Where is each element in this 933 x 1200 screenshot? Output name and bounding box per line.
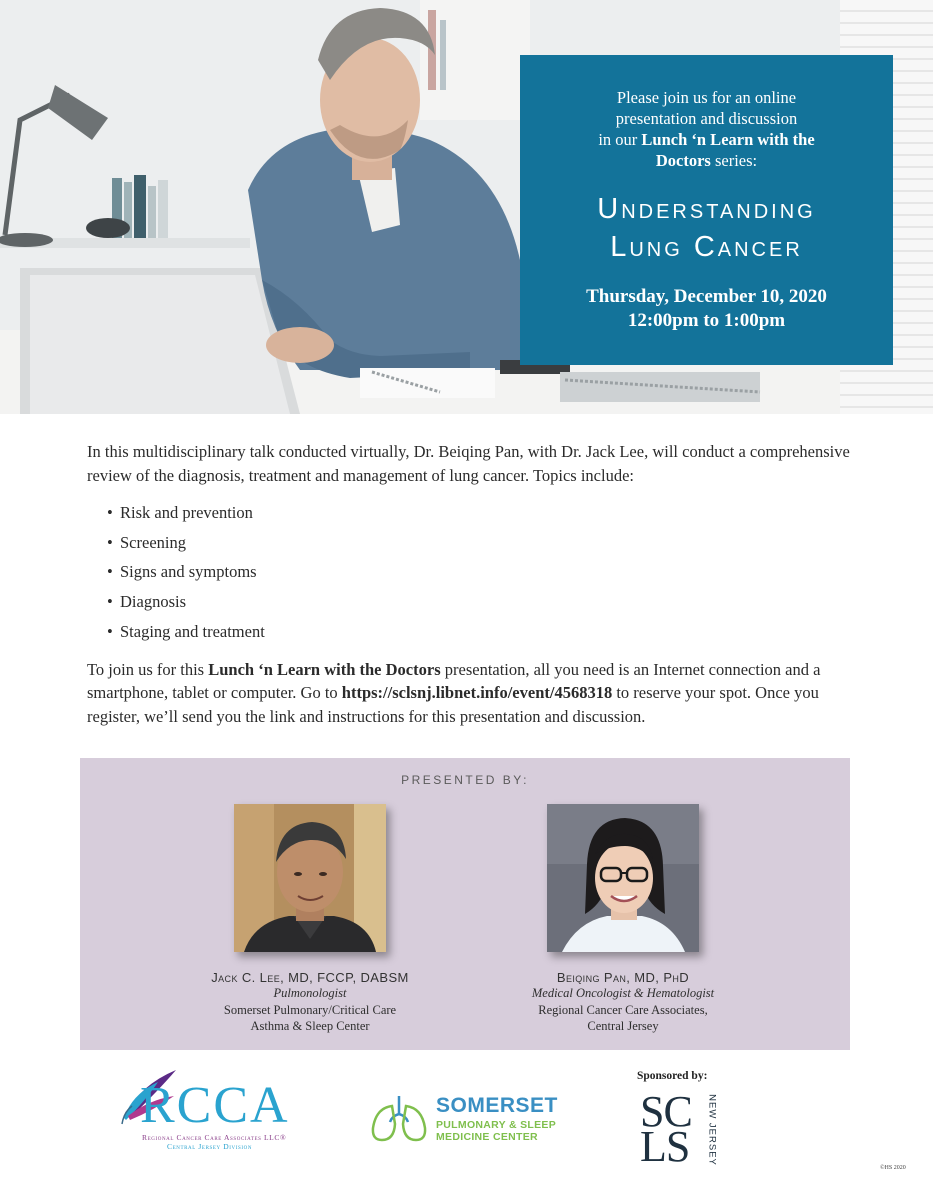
event-title-line: Understanding xyxy=(597,193,816,225)
registration-link[interactable]: https://sclsnj.libnet.info/event/4568318 xyxy=(341,683,613,703)
join-text: to reserve your spot. Once you register, we’ll send you the link and instructions for this presentation and discussion. xyxy=(87,683,819,726)
somerset-subtitle: PULMONARY & SLEEP xyxy=(436,1119,557,1131)
scls-logo xyxy=(640,1087,720,1171)
promo-intro-line: presentation and discussion xyxy=(615,109,798,128)
list-item: • Staging and treatment xyxy=(107,621,265,641)
join-text: presentation, all you need is an Internet connection and a smartphone, tablet or computer. Go to xyxy=(87,659,821,703)
presenter-pan xyxy=(493,804,753,1035)
rcca-logo xyxy=(118,1066,318,1156)
scls-letters-bottom: LS xyxy=(640,1122,690,1171)
series-name: Lunch ‘n Learn with the Doctors xyxy=(208,659,441,679)
topic-label: Diagnosis xyxy=(120,592,186,612)
list-item: • Screening xyxy=(107,532,186,552)
series-name: Lunch ‘n Learn with the xyxy=(641,130,815,149)
presenter-photo xyxy=(547,804,699,952)
join-text: To join us for this xyxy=(87,659,209,679)
promo-intro-line: in our xyxy=(598,130,642,149)
presenter-role: Pulmonologist xyxy=(273,986,347,1000)
list-item: • Signs and symptoms xyxy=(107,562,257,582)
promo-intro-line: Please join us for an online xyxy=(616,88,797,107)
topic-label: Staging and treatment xyxy=(120,621,265,641)
sponsored-by-label: Sponsored by: xyxy=(637,1070,708,1082)
series-name: Doctors xyxy=(655,151,711,170)
event-datetime xyxy=(520,285,893,333)
presenter-photo xyxy=(234,804,386,952)
somerset-name: SOMERSET xyxy=(436,1094,558,1117)
lungs-icon xyxy=(370,1094,428,1144)
topic-label: Risk and prevention xyxy=(120,503,253,522)
list-item: • Risk and prevention xyxy=(107,503,253,522)
presenter-org: Central Jersey xyxy=(587,1019,659,1033)
event-time: 12:00pm to 1:00pm xyxy=(627,310,786,331)
scls-letters-top: SC xyxy=(640,1087,692,1136)
somerset-subtitle: MEDICINE CENTER xyxy=(436,1131,538,1143)
event-title xyxy=(520,190,893,266)
topics-list xyxy=(107,498,862,647)
presenters-panel xyxy=(80,758,850,1050)
promo-intro-line: series: xyxy=(710,151,758,170)
event-promo-box xyxy=(520,55,893,365)
rcca-fullname: Regional Cancer Care Associates LLC® xyxy=(142,1133,287,1142)
topic-label: Screening xyxy=(120,532,186,552)
copyright-notice: ©HS 2020 xyxy=(880,1165,906,1171)
event-date: Thursday, December 10, 2020 xyxy=(586,286,827,307)
presenter-org: Asthma & Sleep Center xyxy=(250,1019,370,1033)
presenter-name: Beiqing Pan, MD, PhD xyxy=(556,970,690,985)
topic-label: Signs and symptoms xyxy=(120,562,257,582)
promo-intro xyxy=(520,87,893,171)
presenter-org: Somerset Pulmonary/Critical Care xyxy=(223,1002,397,1017)
scls-state: NEW JERSEY xyxy=(706,1094,718,1166)
list-item: • Diagnosis xyxy=(107,592,186,612)
rcca-letters: RCCA xyxy=(140,1077,290,1134)
presented-by-heading: PRESENTED BY: xyxy=(401,773,529,787)
event-title-line: Lung Cancer xyxy=(610,231,803,263)
join-paragraph xyxy=(87,658,862,729)
presenter-name: Jack C. Lee, MD, FCCP, DABSM xyxy=(211,970,409,985)
presenter-role: Medical Oncologist & Hematologist xyxy=(531,986,715,1000)
rcca-division: Central Jersey Division xyxy=(167,1142,253,1151)
description-paragraph: In this multidisciplinary talk conducted virtually, Dr. Beiqing Pan, with Dr. Jack Lee, will conduct a comprehensive review of the diagnosis, treatment and management of lung cancer. Topics include: xyxy=(87,442,850,485)
presenter-org: Regional Cancer Care Associates, xyxy=(538,1002,708,1017)
presenter-lee xyxy=(180,804,440,1035)
somerset-logo xyxy=(370,1090,570,1150)
main-content xyxy=(87,440,862,728)
hero-banner xyxy=(0,0,933,414)
